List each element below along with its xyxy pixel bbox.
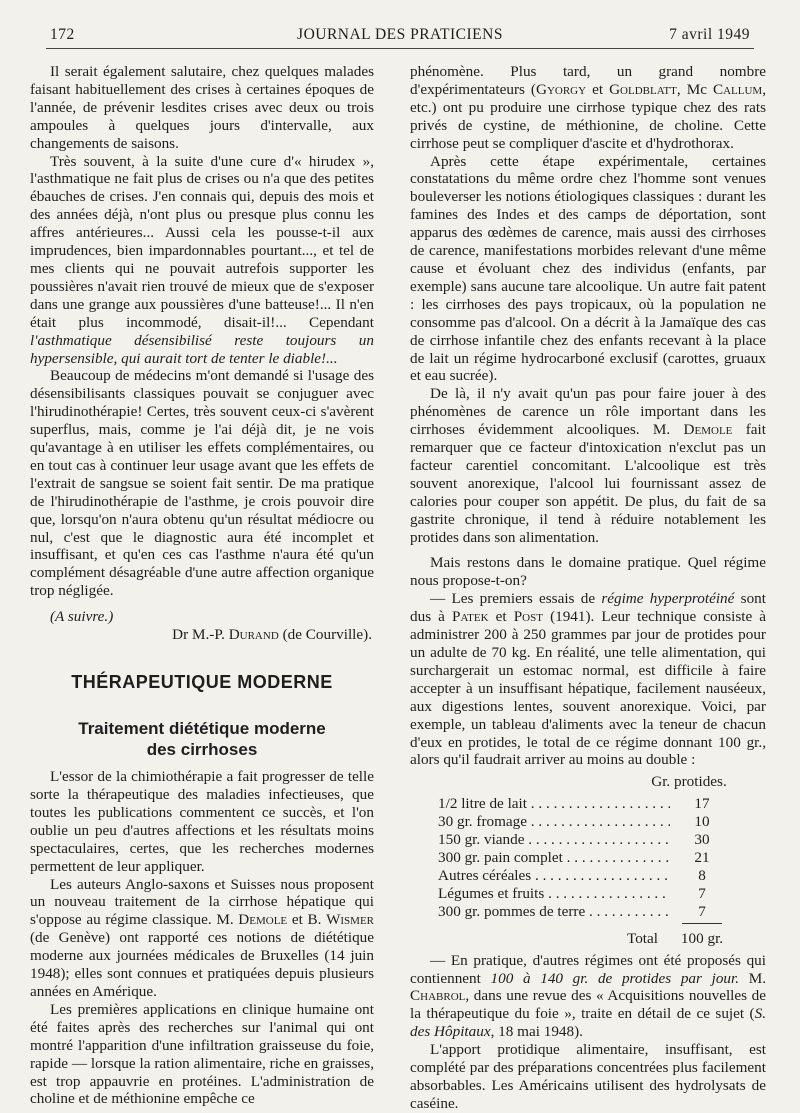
- article-title: Traitement diététique moderne des cirrhoses: [78, 719, 326, 760]
- protein-value: 10: [694, 813, 710, 831]
- page-number: 172: [50, 26, 75, 43]
- table-header: Gr. protides.: [651, 773, 727, 791]
- issue-date: 7 avril 1949: [669, 26, 750, 43]
- paragraph: L'apport protidique alimentaire, insuffisant, est complété par des préparations concentrées plus facilement absorbables. Les Américains utilisent des hydrolysats de caséine.: [410, 1041, 766, 1112]
- protein-value: 7: [698, 902, 706, 920]
- signature-block: [30, 608, 374, 648]
- journal-title: JOURNAL DES PRATICIENS: [297, 26, 503, 43]
- section-title: THÉRAPEUTIQUE MODERNE: [71, 672, 333, 693]
- protein-value: 17: [694, 795, 710, 813]
- to-be-continued: (A suivre.): [50, 608, 114, 626]
- paragraph: phénomène. Plus tard, un grand nombre d'expérimentateurs (Gyorgy et Goldblatt, Mc Callum, etc.) ont pu produire une cirrhose typique chez des rats privés de cystine, de méthionine, de choline. Cette cirrhose peut se compliquer d'ascite et d'hydrothorax.: [410, 63, 766, 152]
- protein-value: 7: [698, 884, 706, 902]
- table-row: [438, 795, 734, 813]
- right-column: [410, 63, 766, 1113]
- paragraph: Les auteurs Anglo-saxons et Suisses nous proposent un nouveau traitement de la cirrhose hépatique qui s'oppose au régime classique. M. Demole et B. Wismer (de Genève) ont rapporté ces notions de diététique moderne aux journées médicales de Bruxelles (14 juin 1948); elles sont connues et pratiquées depuis plusieurs années en Amérique.: [30, 875, 375, 1000]
- paragraph: Après cette étape expérimentale, certaines constatations du même ordre chez l'homme sont venues bouleverser les notions étiologiques classiques : durant les famines des Indes et des camps de déportation, sont apparus des œdèmes de carence, mais aussi des cirrhoses de carence, manifestations morbides relevant d'une même cause et évoluant chez des individus (enfants, par exemple) sans aucune tare alcoolique. Un autre fait patent : les cirrhoses des pays tropicaux, où la population ne consomme pas d'alcool. On a décrit à la Jamaïque des cas de cirrhose infantile chez des enfants recevant à la place de lait un régime hydrocarboné exclusif (carottes, gruaux et eau sucrée).: [410, 152, 766, 385]
- protein-value: 21: [694, 848, 710, 866]
- food-name: Autres céréales . . .: [438, 867, 670, 885]
- table-row: [438, 813, 734, 831]
- food-name: 300 gr. pain complet . . .: [438, 849, 670, 867]
- paragraph: — Les premiers essais de régime hyperprotéiné sont dus à Patek et Post (1941). Leur technique consiste à administrer 200 à 250 grammes par jour de protides pour un adulte de 70 kg. En réalité, une telle alimentation, qui surchargerait un estomac normal, est difficile à faire accepter à un insuffisant hépatique, facilement nauséeux, aux digestions lentes, souvent anorexique. Voici, par exemple, un tableau d'aliments avec la teneur de chacun d'eux en protides, le total de ce régime donnant 100 gr., alors qu'il faudrait arriver au moins au double :: [410, 590, 767, 769]
- table-row: [438, 867, 734, 885]
- paragraph: De là, il n'y avait qu'un pas pour faire jouer à des phénomènes de carence un rôle important dans les cirrhoses évidemment alcooliques. M. Demole fait remarquer que ce facteur d'intoxication n'exclut pas un facteur carentiel concomitant. L'alcoolique est très souvent anorexique, l'alcool lui fournissant assez de calories pour couper son appétit. De plus, du fait de sa gastrite chronique, il tend à réduire notablement les protides dans son alimentation.: [410, 385, 766, 546]
- paragraph: L'essor de la chimiothérapie a fait progresser de telle sorte la thérapeutique des maladies infectieuses, que toutes les publications commentent ce succès, et l'on oublie un peu d'autres affections et les résultats moins spectaculaires, certes, que les recherches modernes permettent de leur appliquer.: [30, 768, 374, 875]
- paragraph: Beaucoup de médecins m'ont demandé si l'usage des désensibilisants classiques pouvait se conjuguer avec l'hirudinothérapie! Certes, très souvent ceux-ci s'avèrent superflus, mais, comme je l'ai déjà dit, je ne vois qu'avantage à en utiliser les effets complémentaires, ou en tout cas à continuer leur usage avant que les effets de l'extrait de sangsue se soient fait sentir. De ma pratique de l'hirudinothérapie de l'asthme, je crois pouvoir dire que, lorsqu'on n'aura obtenu qu'un résultat médiocre ou nul, c'est que le diagnostic aura été incomplet et insuffisant, et qu'en ces cas l'asthme n'aura été qu'un complément désagréable d'une autre affection organique trop négligée.: [30, 367, 374, 600]
- paragraph: Il serait également salutaire, chez quelques malades faisant habituellement des crises à certaines époques de l'année, de prévenir lesdites crises avec deux ou trois ampoules à quelques jours d'intervalle, aux changements de saisons.: [30, 63, 374, 152]
- food-name: 1/2 litre de lait . . .: [438, 795, 670, 813]
- total-value: 100 gr.: [680, 929, 724, 947]
- paragraph: — En pratique, d'autres régimes ont été proposés qui contiennent 100 à 140 gr. de protides par jour. M. Chabrol, dans une revue des « Acquisitions nouvelles de la thérapeutique du foie », traite en détail de ce sujet (S. des Hôpitaux, 18 mai 1948).: [410, 951, 767, 1041]
- paragraph: Les premières applications en clinique humaine ont été faites après des recherches sur l'animal qui ont montré l'apparition d'une infiltration graisseuse du foie, rapide — lorsque la ration alimentaire, riche en graisses, est trop appauvrie en protéines. L'administration de choline et de méthionine empêche ce: [30, 1000, 374, 1108]
- author-signature: Dr M.-P. Durand (de Courville).: [172, 626, 372, 644]
- table-row: [438, 885, 734, 903]
- table-row: [438, 849, 734, 867]
- food-name: 150 gr. viande . . .: [438, 831, 670, 849]
- food-name: 30 gr. fromage . . .: [438, 813, 670, 831]
- protein-value: 8: [698, 866, 706, 884]
- page-header: [46, 24, 754, 49]
- table-total-row: [438, 930, 734, 948]
- left-column: [30, 63, 374, 1108]
- table-row: [438, 831, 734, 849]
- paragraph: Très souvent, à la suite d'une cure d'« hirudex », l'asthmatique ne fait plus de crises ou n'a que des petites ébauches de crises. J'en connais qui, depuis des mois et des années déjà, n'ont plus ou presque plus connu les affres antérieures... Aussi cela les pousse-t-il aux imprudences, bien impardonnables pourtant..., et tel de mes clients qui ne pouvait autrefois supporter les poussières n'avait rien trouvé de mieux que de s'exposer dans une grange aux poussières d'une batteuse!... Il n'en était plus incommodé, disait-il!... Cependant l'asthmatique désensibilisé reste toujours un hypersensible, qui aurait tort de tenter le diable!...: [30, 152, 374, 367]
- total-label: Total: [627, 929, 658, 947]
- food-name: Légumes et fruits . . .: [438, 885, 670, 903]
- food-name: 300 gr. pommes de terre . . .: [438, 903, 670, 921]
- protein-value: 30: [694, 831, 710, 849]
- paragraph: Mais restons dans le domaine pratique. Quel régime nous propose-t-on?: [410, 554, 766, 590]
- table-row: [438, 903, 734, 921]
- protein-table: [438, 773, 734, 947]
